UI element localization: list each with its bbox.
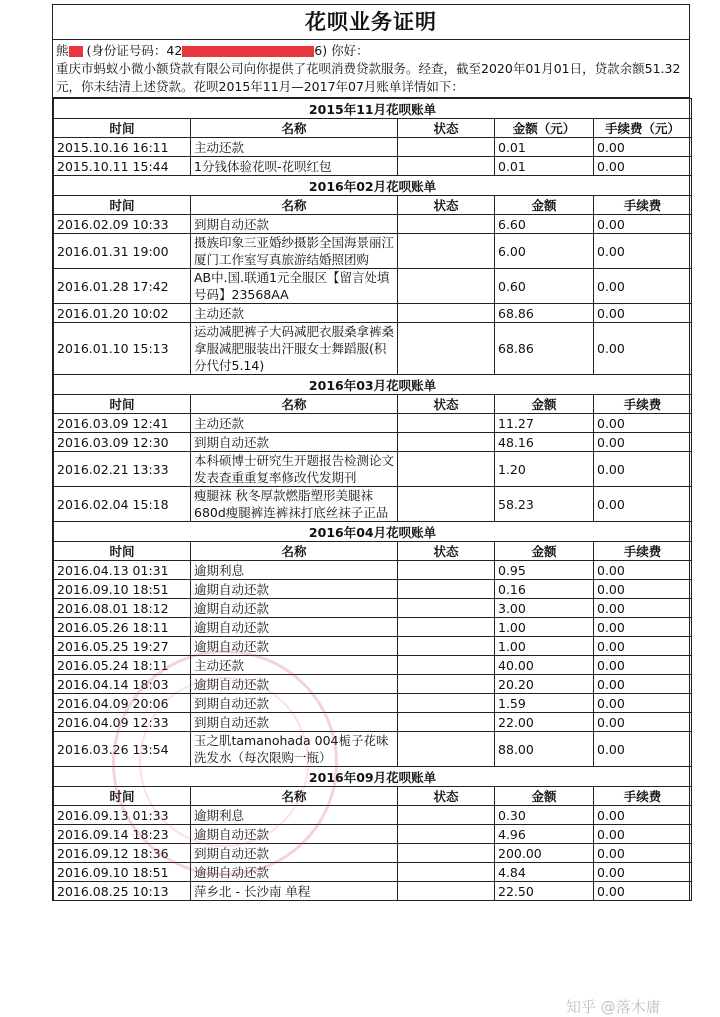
column-header: 状态 [398,119,495,138]
cell-name: 摄族印象三亚婚纱摄影全国海景丽江厦门工作室写真旅游结婚照团购 [191,234,398,269]
table-row [54,732,692,767]
cell-time: 2016.01.10 15:13 [54,323,191,375]
header-row [54,395,692,414]
table-row [54,656,692,675]
table-row [54,487,692,522]
cell-name: 主动还款 [191,304,398,323]
cell-status [398,234,495,269]
cell-amount: 6.00 [495,234,594,269]
column-header: 名称 [191,395,398,414]
column-header: 时间 [54,542,191,561]
cell-name: 逾期自动还款 [191,863,398,882]
column-header: 时间 [54,395,191,414]
cell-fee: 0.00 [594,637,692,656]
cell-status [398,452,495,487]
cell-fee: 0.00 [594,561,692,580]
cell-fee: 0.00 [594,656,692,675]
section-title-row [54,522,692,542]
id-prefix: 42 [166,43,183,58]
column-header: 手续费 [594,542,692,561]
cell-name: 到期自动还款 [191,844,398,863]
column-header: 状态 [398,787,495,806]
section-title: 2016年04月花呗账单 [54,522,692,542]
cell-fee: 0.00 [594,618,692,637]
cell-name: 到期自动还款 [191,713,398,732]
table-row [54,882,692,901]
header-row [54,787,692,806]
table-row [54,675,692,694]
cell-status [398,269,495,304]
cell-amount: 4.84 [495,863,594,882]
cell-status [398,844,495,863]
section-title: 2016年02月花呗账单 [54,176,692,196]
cell-time: 2016.08.25 10:13 [54,882,191,901]
table-row [54,599,692,618]
cell-status [398,561,495,580]
table-row [54,323,692,375]
cell-time: 2016.08.01 18:12 [54,599,191,618]
cell-name: 到期自动还款 [191,215,398,234]
column-header: 时间 [54,196,191,215]
cell-amount: 1.00 [495,637,594,656]
cell-status [398,713,495,732]
cell-name: 逾期利息 [191,806,398,825]
cell-name: 萍乡北 - 长沙南 单程 [191,882,398,901]
cell-name: 逾期自动还款 [191,825,398,844]
cell-time: 2016.09.14 18:23 [54,825,191,844]
cell-amount: 1.20 [495,452,594,487]
cell-amount: 0.95 [495,561,594,580]
column-header: 手续费（元） [594,119,692,138]
id-redaction [182,46,314,57]
cell-name: 主动还款 [191,138,398,157]
cell-status [398,656,495,675]
section-title: 2016年09月花呗账单 [54,767,692,787]
cell-name: 主动还款 [191,414,398,433]
column-header: 时间 [54,119,191,138]
table-row [54,637,692,656]
cell-amount: 0.16 [495,580,594,599]
cell-name: AB中.国.联通1元全服区【留言处填号码】23568AA [191,269,398,304]
cell-amount: 48.16 [495,433,594,452]
table-row [54,580,692,599]
cell-status [398,825,495,844]
table-row [54,234,692,269]
column-header: 名称 [191,787,398,806]
customer-name: 熊 [56,43,69,58]
cell-time: 2016.05.24 18:11 [54,656,191,675]
cell-amount: 3.00 [495,599,594,618]
cell-amount: 0.01 [495,138,594,157]
cell-time: 2016.04.13 01:31 [54,561,191,580]
table-row [54,863,692,882]
cell-status [398,806,495,825]
cell-time: 2016.01.20 10:02 [54,304,191,323]
bill-table [53,98,692,901]
cell-status [398,599,495,618]
cell-status [398,433,495,452]
column-header: 金额 [495,196,594,215]
cell-time: 2016.09.10 18:51 [54,863,191,882]
cell-amount: 1.00 [495,618,594,637]
cell-fee: 0.00 [594,323,692,375]
cell-status [398,694,495,713]
section-title-row [54,176,692,196]
cell-time: 2016.01.31 19:00 [54,234,191,269]
cell-amount: 0.60 [495,269,594,304]
page-title: 花呗业务证明 [53,5,689,40]
cell-status [398,618,495,637]
cell-time: 2016.09.12 18:36 [54,844,191,863]
column-header: 状态 [398,196,495,215]
cell-time: 2016.02.09 10:33 [54,215,191,234]
section-title-row [54,375,692,395]
cell-time: 2016.02.04 15:18 [54,487,191,522]
cell-name: 逾期自动还款 [191,580,398,599]
cell-amount: 20.20 [495,675,594,694]
cell-fee: 0.00 [594,844,692,863]
cell-amount: 68.86 [495,323,594,375]
cell-name: 瘦腿袜 秋冬厚款燃脂塑形美腿袜680d瘦腿裤连裤袜打底丝袜子正品 [191,487,398,522]
cell-fee: 0.00 [594,433,692,452]
section-title-row [54,767,692,787]
cell-fee: 0.00 [594,452,692,487]
cell-fee: 0.00 [594,304,692,323]
header-row [54,119,692,138]
cell-amount: 4.96 [495,825,594,844]
cell-amount: 1.59 [495,694,594,713]
cell-fee: 0.00 [594,234,692,269]
table-row [54,269,692,304]
column-header: 名称 [191,542,398,561]
cell-name: 1分钱体验花呗-花呗红包 [191,157,398,176]
cell-fee: 0.00 [594,675,692,694]
cell-status [398,882,495,901]
cell-status [398,304,495,323]
header-row [54,196,692,215]
cell-fee: 0.00 [594,157,692,176]
column-header: 金额 [495,395,594,414]
column-header: 状态 [398,395,495,414]
table-row [54,414,692,433]
cell-fee: 0.00 [594,825,692,844]
cell-fee: 0.00 [594,414,692,433]
cell-name: 本科硕博士研究生开题报告检测论文发表查重重复率修改代发期刊 [191,452,398,487]
cell-fee: 0.00 [594,269,692,304]
cell-name: 玉之肌tamanohada 004栀子花味洗发水（每次限购一瓶） [191,732,398,767]
table-row [54,561,692,580]
cell-status [398,323,495,375]
cell-fee: 0.00 [594,806,692,825]
id-label: (身份证号码： [86,43,167,58]
cell-status [398,675,495,694]
cell-time: 2016.09.10 18:51 [54,580,191,599]
table-row [54,157,692,176]
cell-time: 2016.05.26 18:11 [54,618,191,637]
cell-name: 逾期利息 [191,561,398,580]
cell-amount: 11.27 [495,414,594,433]
cell-time: 2016.09.13 01:33 [54,806,191,825]
table-row [54,806,692,825]
cell-amount: 88.00 [495,732,594,767]
cell-fee: 0.00 [594,580,692,599]
cell-time: 2016.04.09 12:33 [54,713,191,732]
table-row [54,215,692,234]
watermark: 知乎 @落木庸 [566,998,661,1016]
cell-name: 到期自动还款 [191,433,398,452]
cell-fee: 0.00 [594,138,692,157]
cell-amount: 22.00 [495,713,594,732]
cell-fee: 0.00 [594,863,692,882]
cell-time: 2015.10.16 16:11 [54,138,191,157]
column-header: 名称 [191,119,398,138]
certificate [52,4,690,901]
section-title: 2016年03月花呗账单 [54,375,692,395]
column-header: 状态 [398,542,495,561]
cell-time: 2016.03.09 12:30 [54,433,191,452]
cell-fee: 0.00 [594,882,692,901]
cell-amount: 22.50 [495,882,594,901]
intro-paragraph [53,40,689,98]
cell-amount: 6.60 [495,215,594,234]
cell-name: 逾期自动还款 [191,618,398,637]
cell-name: 运动减肥裤子大码减肥衣服桑拿裤桑拿服减肥服装出汗服女士舞蹈服(积分代付5.14) [191,323,398,375]
table-row [54,618,692,637]
cell-name: 逾期自动还款 [191,675,398,694]
column-header: 金额（元） [495,119,594,138]
cell-time: 2016.05.25 19:27 [54,637,191,656]
cell-time: 2016.04.09 20:06 [54,694,191,713]
table-row [54,138,692,157]
cell-name: 到期自动还款 [191,694,398,713]
cell-name: 逾期自动还款 [191,599,398,618]
cell-fee: 0.00 [594,732,692,767]
section-title: 2015年11月花呗账单 [54,99,692,119]
cell-fee: 0.00 [594,215,692,234]
cell-status [398,580,495,599]
column-header: 名称 [191,196,398,215]
cell-amount: 0.30 [495,806,594,825]
cell-status [398,138,495,157]
cell-status [398,215,495,234]
cell-status [398,863,495,882]
cell-time: 2016.03.26 13:54 [54,732,191,767]
cell-time: 2016.03.09 12:41 [54,414,191,433]
cell-time: 2016.04.14 18:03 [54,675,191,694]
column-header: 时间 [54,787,191,806]
column-header: 金额 [495,787,594,806]
redaction-mark [69,46,83,57]
cell-amount: 0.01 [495,157,594,176]
section-title-row [54,99,692,119]
cell-status [398,732,495,767]
cell-status [398,414,495,433]
table-row [54,844,692,863]
cell-status [398,487,495,522]
cell-fee: 0.00 [594,599,692,618]
table-row [54,694,692,713]
cell-time: 2015.10.11 15:44 [54,157,191,176]
cell-amount: 40.00 [495,656,594,675]
table-row [54,433,692,452]
cell-name: 逾期自动还款 [191,637,398,656]
cell-fee: 0.00 [594,713,692,732]
id-suffix: 6) 你好： [314,43,369,58]
cell-time: 2016.02.21 13:33 [54,452,191,487]
cell-status [398,157,495,176]
cell-amount: 58.23 [495,487,594,522]
header-row [54,542,692,561]
intro-body: 重庆市蚂蚁小微小额贷款有限公司向你提供了花呗消费贷款服务。经查，截至2020年01月01日，贷款余额51.32元，你未结清上述贷款。花呗2015年11月—2017年07月账单详情如下： [56,61,681,94]
column-header: 手续费 [594,395,692,414]
cell-time: 2016.01.28 17:42 [54,269,191,304]
cell-fee: 0.00 [594,487,692,522]
cell-amount: 200.00 [495,844,594,863]
column-header: 手续费 [594,787,692,806]
table-row [54,825,692,844]
table-row [54,713,692,732]
cell-fee: 0.00 [594,694,692,713]
cell-status [398,637,495,656]
cell-name: 主动还款 [191,656,398,675]
table-row [54,452,692,487]
column-header: 手续费 [594,196,692,215]
table-row [54,304,692,323]
column-header: 金额 [495,542,594,561]
cell-amount: 68.86 [495,304,594,323]
